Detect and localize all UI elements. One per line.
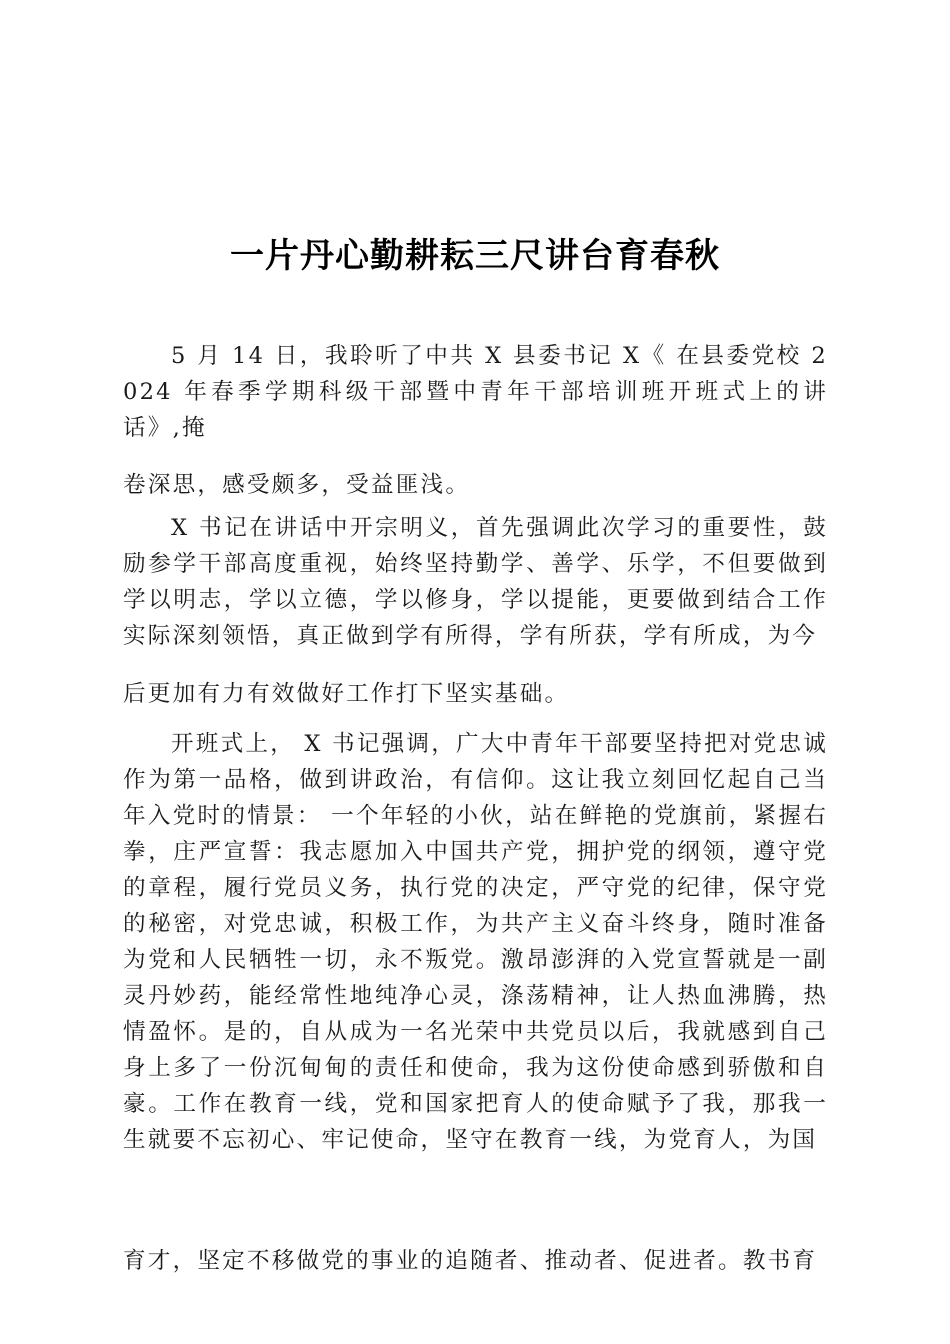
paragraph-study-importance-continued: 后更加有力有效做好工作打下坚实基础。: [123, 681, 570, 707]
paragraph-study-importance: X 书记在讲话中开宗明义，首先强调此次学习的重要性，鼓励参学干部高度重视，始终坚持勤学、善学、乐学，不但要做到学以明志，学以立德，学以修身，学以提能，更要做到结合工作实际深刻领悟，真正做到学有所得，学有所获，学有所成，为今: [123, 515, 828, 649]
document-title: 一片丹心勤耕耘三尺讲台育春秋: [230, 236, 720, 276]
paragraph-party-loyalty: 开班式上， X 书记强调，广大中青年干部要坚持把对党忠诚 作为第一品格，做到讲政治，有信仰。这让我立刻回忆起自己当 年入党时的情景： 一个年轻的小伙，站在鲜艳的党旗前，紧握右 拳，庄严宣誓：我志愿加入中国共产党，拥护党的纲领，遵守党 的章程，履行党员义务，执行党的决定，严守党的纪律，保守党 的秘密，对党忠诚，积极工作，为共产主义奋斗终身，随时准备 为党和人民牺牲一切，永不叛党。激昂澎湃的入党宣誓就是一副 灵丹妙药，能经常性地纯净心灵，涤荡精神，让人热血沸腾，热 情盈怀。是的，自从成为一名光荣中共党员以后，我就感到自己 身上多了一份沉甸甸的责任和使命，我为这份使命感到骄傲和自 豪。工作在教育一线，党和国家把育人的使命赋予了我，那我一 生就要不忘初心、牢记使命，坚守在教育一线，为党育人，为国: [123, 731, 828, 1153]
paragraph-intro-continued: 卷深思，感受颇多，受益匪浅。: [123, 472, 471, 498]
paragraph-party-loyalty-continued: 育才，坚定不移做党的事业的追随者、推动者、促进者。教书育: [123, 1248, 818, 1274]
paragraph-intro: 5 月 14 日，我聆听了中共 X 县委书记 X《 在县委党校 2024 年春季学期科级干部暨中青年干部培训班开班式上的讲话》,掩: [123, 343, 828, 441]
